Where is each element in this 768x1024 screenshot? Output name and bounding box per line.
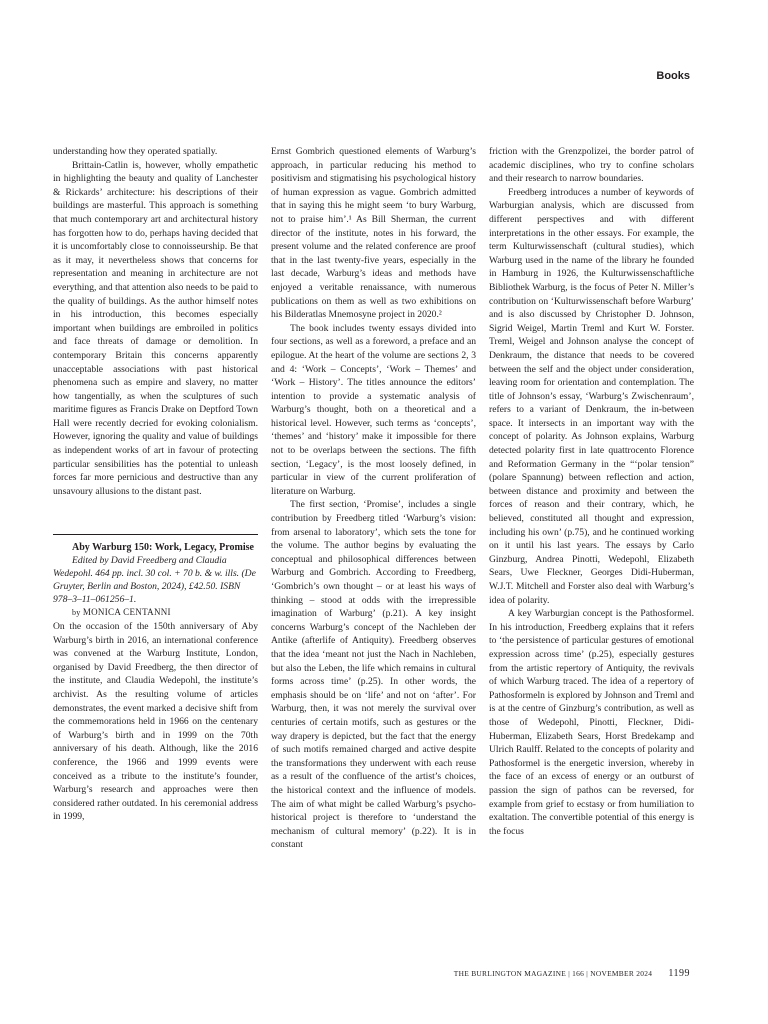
page-number: 1199 [668, 968, 690, 979]
paragraph: The book includes twenty essays divided into four sections, as well as a foreword, a preface and an epilogue. At the heart of the volume are sections 2, 3 and 4: ‘Work – Concepts’, ‘Work – Themes’ and ‘Work – History’. The titles announce the editors’ intention to provide a systematic analysis of Warburg’s thought, both on a theoretical and a historical level. However, such terms as ‘concepts’, ‘themes’ and ‘history’ make it impossible for there not to be overlaps between the sections. The fifth section, ‘Legacy’, is the most loosely defined, in particular in view of the current proliferation of literature on Warburg. [271, 322, 476, 497]
divider [53, 534, 258, 535]
text-column-3 [489, 145, 694, 838]
byline [53, 606, 258, 620]
byline-prefix: by [72, 608, 81, 618]
paragraph: friction with the Grenzpolizei, the border patrol of academic disciplines, who try to confine scholars and their research to narrow boundaries. [489, 146, 694, 185]
paragraph: understanding how they operated spatially. [53, 146, 218, 157]
journal-info: THE BURLINGTON MAGAZINE | 166 | NOVEMBER 2024 [453, 969, 653, 978]
paragraph: Brittain-Catlin is, however, wholly empathetic in highlighting the beauty and quality of Lanchester & Rickards’ architecture: his descriptions of their buildings are masterful. This approach is something that much contemporary art and architectural history has forgotten how to do, perhaps having decided that it is uncomfortably close to connoisseurship. Be that as it may, it nevertheless shows that concerns for representation and meaning in architecture are not everything, and that attention also needs to be paid to the quality of buildings. As the author himself notes in his introduction, this becomes especially important when buildings are embroiled in politics and face threats of damage or demolition. In contemporary Britain this concerns apparently unacceptable associations with past historical phenomena such as empire and slavery, no matter how tangentially, as when the sculptures of such maritime figures as Francis Drake on Deptford Town Hall were recently decried for evoking colonialism. However, ignoring the quality and value of buildings as independent works of art in favour of protecting particular sensibilities has the potential to unleash forces far more pernicious and destructive than any unsavoury allusions to the distant past. [53, 159, 258, 497]
paragraph: A key Warburgian concept is the Pathosformel. In his introduction, Freedberg explains that it refers to ‘the persistence of particular gestures of emotional expression across time’ (p.25), especially gestures from the artistic repertory of Antiquity, the revivals of which Warburg traced. The idea of a repertory of Pathosformeln is explored by Johnson and Treml and is at the centre of Ginzburg’s contribution, as well as those of Wedepohl, Pinotti, Fleckner, Didi-Huberman, Elizabeth Sears, Horst Bredekamp and Ulrich Raulff. Related to the concepts of polarity and Pathosformel is the energetic inversion, whereby in the face of an excess of energy or an outburst of passion the sign of pathos can be reversed, for example from grief to ecstasy or from humiliation to exaltation. The convertible potential of this energy is the focus [489, 608, 694, 837]
paragraph: Freedberg introduces a number of keywords of Warburgian analysis, which are discussed from different perspectives and with different interpretations in the other essays. For example, the term Kulturwissenschaft (cultural studies), which Warburg used in the name of the library he founded in Hamburg in 1926, the Kulturwissenschaftliche Bibliothek Warburg, is the focus of Peter N. Miller’s contribution on ‘Kulturwissenschaft before Warburg’ and is also discussed by Christopher D. Johnson, Sigrid Weigel, Martin Treml and Kurt W. Forster. Treml, Weigel and Johnson analyse the concept of Denkraum, the distance that needs to be covered between the self and the object under consideration, leaving room for orientation and contemplation. The title of Johnson’s essay, ‘Warburg’s Zwischenraum’, refers to a variant of Denkraum, the in-between space. It intersects in an important way with the concept of polarity. As Johnson explains, Warburg detected polarity first in late quattrocento Florence and Reformation Germany in the “‘polar tension” (polare Spannung) between reflection and action, between distance and proximity and between the forces of reason and their contrary, which, he believed, constituted all thought and expression, including his own’ (p.75), and he continued working on it until his last years. The essays by Carlo Ginzburg, Andrea Pinotti, Wedepohl, Elizabeth Sears, Uwe Fleckner, Georges Didi-Huberman, W.J.T. Mitchell and Forster also deal with Warburg’s idea of polarity. [489, 186, 694, 606]
book-title: Aby Warburg 150: Work, Legacy, Promise [72, 542, 254, 554]
paragraph: On the occasion of the 150th anniversary of Aby Warburg’s birth in 2016, an international conference was convened at the Warburg Institute, London, organised by David Freedberg, the then director of the institute, and Claudia Wedepohl, the institute’s archivist. As the resulting volume of articles demonstrates, the event marked a decisive shift from the commemorations held in 1966 on the centenary of Warburg’s birth and in 1999 on the 70th anniversary of his death. Although, like the 2016 conference, the 1966 and 1999 events were conceived as a tribute to the institute’s founder, Warburg’s research and approaches were then considered rather outdated. In his ceremonial address in 1999, [53, 621, 258, 823]
paragraph: Ernst Gombrich questioned elements of Warburg’s approach, in particular reducing his method to positivism and stigmatising his psychological history of human expression as vague. Gombrich admitted that in saying this he might seem ‘to bury Warburg, not to praise him’.¹ As Bill Sherman, the current director of the institute, notes in his forward, the present volume and the related conference are proof that in the last twenty-five years, especially in the last decade, Warburg’s ideas and methods have enjoyed a veritable renaissance, with numerous publications on them as well as two exhibitions on his Bilderatlas Mnemosyne project in 2020.² [271, 146, 476, 321]
text-column-1 [53, 145, 258, 824]
book-details: Edited by David Freedberg and Claudia Wedepohl. 464 pp. incl. 30 col. + 70 b. & w. ills. (De Gruyter, Berlin and Boston, 2024), £42.50. ISBN 978–3–11–061256–1. [53, 555, 256, 606]
reviewer-name: MONICA CENTANNI [82, 607, 171, 618]
text-column-2 [271, 145, 476, 852]
page-footer [454, 968, 690, 979]
section-label: Books [656, 70, 690, 82]
paragraph: The first section, ‘Promise’, includes a single contribution by Freedberg titled ‘Warburg’s vision: from arsenal to laboratory’, which sets the tone for the volume. The author begins by evaluating the conceptual and philosophical differences between Warburg and Gombrich. According to Freedberg, ‘Gombrich’s own thought – or at least his ways of thinking – stood at odds with the irrepressible imagination of Warburg’ (p.21). A key insight concerns Warburg’s concept of the Nachleben der Antike (afterlife of Antiquity). Freedberg observes that the idea ‘meant not just the Nach in Nachleben, but also the Leben, the life which remains in cultural forms across time’ (p.25). In other words, the emphasis should be on ‘life’ and not on ‘after’. For Warburg, then, it was not merely the survival over centuries of certain motifs, such as gestures or the way drapery is depicted, but the fact that the energy of such motifs remained charged and active despite the transformations they underwent with each reuse as a result of the confluence of the artist’s choices, the historical context and the influence of models. The aim of what might be called Warburg’s psycho-historical project is therefore to ‘understand the mechanism of cultural memory’ (p.22). It is in constant [271, 499, 476, 851]
review-heading [53, 534, 258, 620]
